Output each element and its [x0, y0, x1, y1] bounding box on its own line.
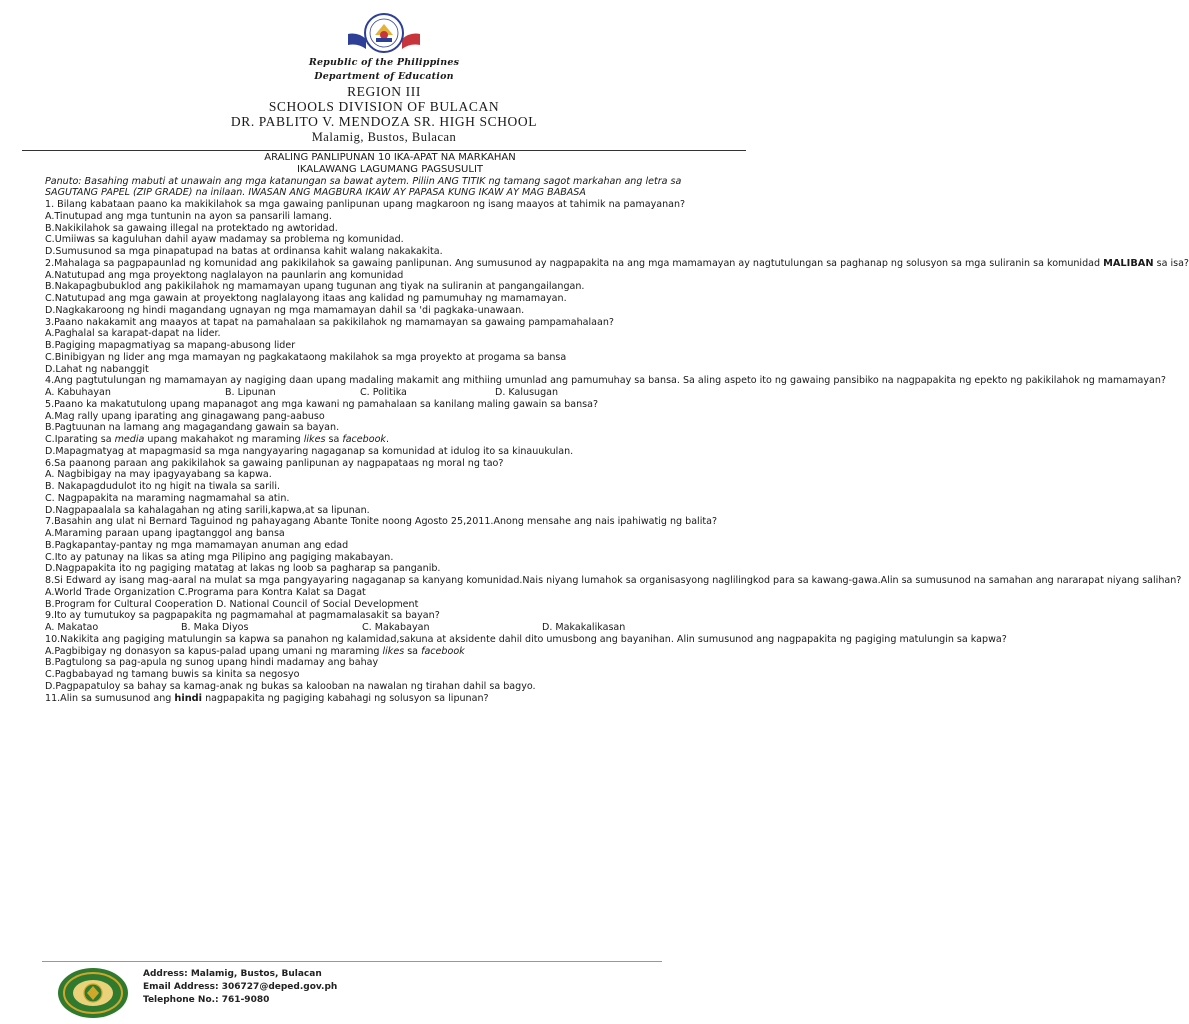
q5-c-facebook: facebook: [342, 434, 386, 445]
q10-option-c: C.Pagbabayad ng tamang buwis sa kinita sa negosyo: [45, 669, 300, 680]
q3-option-b: B.Pagiging mapagmatiyag sa mapang-abusong lider: [45, 340, 296, 351]
footer-email: Email Address: 306727@deped.gov.ph: [143, 982, 338, 992]
school-seal-logo: [56, 966, 130, 1020]
q4-option-a: A. Kabuhayan: [45, 387, 111, 398]
q7-option-c: C.Ito ay patunay na likas sa ating mga Pilipino ang pagiging makabayan.: [45, 551, 394, 563]
q4-option-d: D. Kalusugan: [495, 387, 559, 398]
question-1: 1. Bilang kabataan paano ka makikilahok sa mga gawaing panlipunan upang magkaroon ng isang maayos at tahimik na pamayanan?: [45, 199, 686, 210]
question-3: 3.Paano nakakamit ang maayos at tapat na pamahalaan sa pakikilahok ng mamamayan sa gawaing pampamahalaan?: [45, 316, 614, 328]
question-8: 8.Si Edward ay isang mag-aaral na mulat sa mga pangyayaring nagaganap sa kanyang komunidad.Nais niyang lumahok sa organisasyong naglilingkod para sa kawang-gawa.Alin sa sumusunod na samahan ang nararapat niyang salihan?: [45, 575, 1182, 586]
q11-text: 11.Alin sa sumusunod ang: [45, 692, 175, 704]
q1-option-c: C.Umiiwas sa kaguluhan dahil ayaw madamay sa problema ng komunidad.: [45, 234, 404, 246]
q3-option-d: D.Lahat ng nabanggit: [45, 363, 149, 375]
q10-a-text: A.Pagbibigay ng donasyon sa kapus-palad upang umani ng maraming: [45, 645, 383, 657]
q8-options-a-c: A.World Trade Organization C.Programa para Kontra Kalat sa Dagat: [45, 586, 366, 598]
question-6: 6.Sa paanong paraan ang pakikilahok sa gawaing panlipunan ay nagpapataas ng moral ng tao?: [45, 457, 504, 469]
q5-option-a: A.Mag rally upang iparating ang ginagawang pang-aabuso: [45, 410, 325, 422]
exam-title: ARALING PANLIPUNAN 10 IKA-APAT NA MARKAHAN: [264, 152, 516, 163]
q2-text-end: sa isa?: [1153, 257, 1189, 269]
q1-option-b: B.Nakikilahok sa gawaing illegal na protektado ng awtoridad.: [45, 222, 338, 234]
q2-option-c: C.Natutupad ang mga gawain at proyektong naglalayong itaas ang kalidad ng pamumuhay ng mamamayan.: [45, 293, 567, 304]
q7-option-b: B.Pagkapantay-pantay ng mga mamamayan anuman ang edad: [45, 539, 349, 551]
footer-address: Address: Malamig, Bustos, Bulacan: [143, 969, 322, 979]
exam-instructions: Panuto: Basahing mabuti at unawain ang mga katanungan sa bawat aytem. Piliin ANG TITIK ng tamang sagot markahan ang letra sa SAGUTANG PAPEL (ZIP GRADE) na inilaan. IWASAN ANG MAGBURA IKAW AY PAPASA KUNG IKAW AY MAG BABASA: [45, 175, 682, 199]
q10-option-b: B.Pagtulong sa pag-apula ng sunog upang hindi madamay ang bahay: [45, 657, 379, 669]
q4-option-c: C. Politika: [360, 387, 407, 398]
q4-option-b: B. Lipunan: [225, 387, 276, 398]
q10-option-d: D.Pagpapatuloy sa bahay sa kamag-anak ng bukas sa kalooban na nawalan ng tirahan dahil sa bagyo.: [45, 680, 536, 692]
q9-option-a: A. Makatao: [45, 622, 99, 633]
q2-text: 2.Mahalaga sa pagpapaunlad ng komunidad ang pakikilahok sa gawaing panlipunan. Ang sumusunod ay nagpapakita na ang mga mamamayan ay nagtutulungan sa paghanap ng solusyon sa mga suliranin sa komunidad: [45, 257, 1104, 269]
q5-option-c: [45, 434, 735, 446]
q7-option-a: A.Maraming paraan upang ipagtanggol ang bansa: [45, 528, 285, 539]
q5-option-d: D.Mapagmatyag at mapagmasid sa mga nangyayaring nagaganap sa komunidad at idulog ito sa kinauukulan.: [45, 445, 574, 457]
question-10: 10.Nakikita ang pagiging matulungin sa kapwa sa panahon ng kalamidad,sakuna at aksidente dahil dito umusbong ang bayanihan. Alin sumusunod ang nagpapakita ng pagiging matulungin sa kapwa?: [45, 633, 1007, 645]
department-label: Department of Education: [314, 71, 454, 82]
question-4: 4.Ang pagtutulungan ng mamamayan ay nagiging daan upang madaling makamit ang mithiing umunlad ang pamumuhay sa bansa. Sa aling aspeto ito ng gawaing pansibiko na nagpapakita ng epekto ng pakikilahok ng mamamayan?: [45, 375, 1166, 387]
q5-c-likes: likes: [303, 434, 326, 445]
deped-seal-logo: [344, 12, 424, 54]
footer-divider: [42, 961, 662, 962]
q9-options: [45, 622, 735, 634]
q6-option-d: D.Nagpapaalala sa kahalagahan ng ating sarili,kapwa,at sa lipunan.: [45, 504, 370, 516]
letterhead: [0, 56, 768, 145]
q1-option-d: D.Sumusunod sa mga pinapatupad na batas at ordinansa kahit walang nakakakita.: [45, 246, 443, 257]
q9-option-c: C. Makabayan: [362, 622, 430, 633]
question-2: [45, 257, 1189, 270]
question-7: 7.Basahin ang ulat ni Bernard Taguinod ng pahayagang Abante Tonite noong Agosto 25,2011.Anong mensahe ang nais ipahiwatig ng balita?: [45, 516, 718, 528]
question-11: [45, 693, 735, 705]
q2-emphasis: MALIBAN: [1103, 257, 1154, 269]
q11-text-end: nagpapakita ng pagiging kabahagi ng solusyon sa lipunan?: [202, 692, 489, 704]
q2-option-b: B.Nakapagbubuklod ang pakikilahok ng mamamayan upang tugunan ang tiyak na suliranin at pangangailangan.: [45, 281, 585, 293]
header-divider: [22, 150, 746, 151]
q2-option-d: D.Nagkakaroong ng hindi magandang ugnayan ng mga mamamayan dahil sa 'di pagkaka-unawaan.: [45, 304, 525, 316]
division-label: SCHOOLS DIVISION OF BULACAN: [268, 99, 500, 114]
school-town: Malamig, Bustos, Bulacan: [311, 130, 457, 144]
exam-subtitle: IKALAWANG LAGUMANG PAGSUSULIT: [296, 163, 484, 175]
question-5: 5.Paano ka makatutulong upang mapanagot ang mga kawani ng pamahalaan sa kanilang maling gawain sa bansa?: [45, 398, 599, 410]
exam-body: [45, 152, 1189, 704]
q5-c-media: media: [114, 434, 145, 445]
q9-option-b: B. Maka Diyos: [181, 622, 249, 633]
q5-c-sa: sa: [325, 434, 343, 445]
q3-option-c: C.Binibigyan ng lider ang mga mamayan ng pagkakataong makilahok sa mga proyekto at progama sa bansa: [45, 351, 567, 363]
q6-option-b: B. Nakapagdudulot ito ng higit na tiwala sa sarili.: [45, 481, 281, 492]
q10-a-likes: likes: [382, 645, 405, 657]
q5-c-text: C.Iparating sa: [45, 434, 115, 445]
q9-option-d: D. Makakalikasan: [542, 622, 626, 633]
q4-options: [45, 387, 735, 399]
q1-option-a: A.Tinutupad ang mga tuntunin na ayon sa pansarili lamang.: [45, 210, 332, 222]
republic-label: Republic of the Philippines: [308, 57, 460, 68]
q5-option-b: B.Pagtuunan na lamang ang magagandang gawain sa bayan.: [45, 422, 340, 434]
q10-option-a: [45, 646, 735, 658]
q6-option-c: C. Nagpapakita na maraming nagmamahal sa atin.: [45, 492, 290, 504]
q6-option-a: A. Nagbibigay na may ipagyayabang sa kapwa.: [45, 469, 272, 481]
q7-option-d: D.Nagpapakita ito ng pagiging matatag at lakas ng loob sa pagharap sa panganib.: [45, 563, 441, 575]
q5-c-end: .: [385, 434, 389, 445]
footer-phone: Telephone No.: 761-9080: [143, 995, 270, 1005]
region-label: REGION III: [347, 84, 421, 99]
q3-option-a: A.Paghalal sa karapat-dapat na lider.: [45, 328, 221, 340]
q11-emphasis: hindi: [174, 692, 203, 704]
q10-a-sa: sa: [404, 645, 422, 657]
school-name: DR. PABLITO V. MENDOZA SR. HIGH SCHOOL: [230, 114, 538, 129]
school-contact: [143, 968, 337, 1007]
q8-options-b-d: B.Program for Cultural Cooperation D. National Council of Social Development: [45, 598, 419, 610]
q2-option-a: A.Natutupad ang mga proyektong naglalayon na paunlarin ang komunidad: [45, 269, 404, 281]
q5-c-mid: upang makahakot ng maraming: [144, 434, 304, 445]
question-9: 9.Ito ay tumutukoy sa pagpapakita ng pagmamahal at pagmamalasakit sa bayan?: [45, 610, 440, 622]
q10-a-facebook: facebook: [421, 645, 465, 657]
